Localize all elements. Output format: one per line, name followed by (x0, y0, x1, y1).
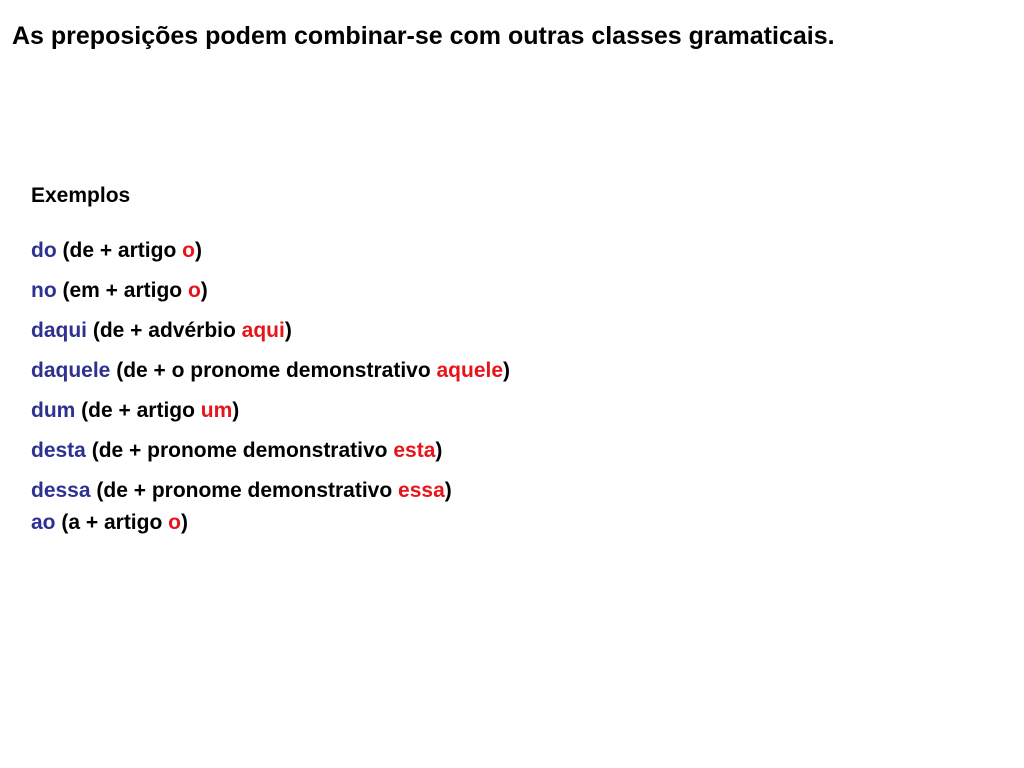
example-close-paren: ) (503, 359, 511, 382)
slide-title: As preposições podem combinar-se com outras classes gramaticais. (12, 22, 835, 50)
example-close-paren: ) (435, 439, 443, 462)
example-close-paren: ) (444, 479, 452, 502)
example-explanation: (de + o pronome demonstrativo (116, 359, 437, 382)
example-accent-word: esta (393, 439, 436, 462)
example-close-paren: ) (180, 511, 188, 534)
example-line-ao (31, 507, 510, 539)
example-accent-word: aqui (241, 319, 285, 342)
example-explanation: (a + artigo (61, 511, 169, 534)
example-line-daqui (31, 315, 510, 347)
example-accent-word: essa (398, 479, 445, 502)
example-close-paren: ) (232, 399, 240, 422)
example-term: do (31, 239, 57, 262)
example-close-paren: ) (200, 279, 208, 302)
example-term: no (31, 279, 57, 302)
example-term: dessa (31, 479, 91, 502)
example-explanation: (de + artigo (62, 239, 183, 262)
example-explanation: (de + artigo (81, 399, 201, 422)
example-line-do (31, 235, 510, 267)
example-close-paren: ) (194, 239, 202, 262)
examples-section (31, 179, 510, 539)
section-heading: Exemplos (31, 184, 131, 207)
example-accent-word: um (200, 399, 233, 422)
example-term: daqui (31, 319, 87, 342)
example-accent-word: aquele (436, 359, 504, 382)
example-line-no (31, 275, 510, 307)
example-explanation: (de + pronome demonstrativo (96, 479, 399, 502)
example-close-paren: ) (284, 319, 292, 342)
example-accent-word: o (182, 239, 195, 262)
example-term: daquele (31, 359, 111, 382)
example-term: desta (31, 439, 86, 462)
example-line-dessa (31, 475, 510, 507)
example-explanation: (de + pronome demonstrativo (91, 439, 394, 462)
example-accent-word: o (187, 279, 201, 302)
example-term: ao (31, 511, 56, 534)
example-line-dum (31, 395, 510, 427)
example-line-daquele (31, 355, 510, 387)
example-accent-word: o (168, 511, 181, 534)
example-explanation: (de + advérbio (92, 319, 242, 342)
example-line-desta (31, 435, 510, 467)
example-explanation: (em + artigo (62, 279, 188, 302)
example-term: dum (31, 399, 76, 422)
